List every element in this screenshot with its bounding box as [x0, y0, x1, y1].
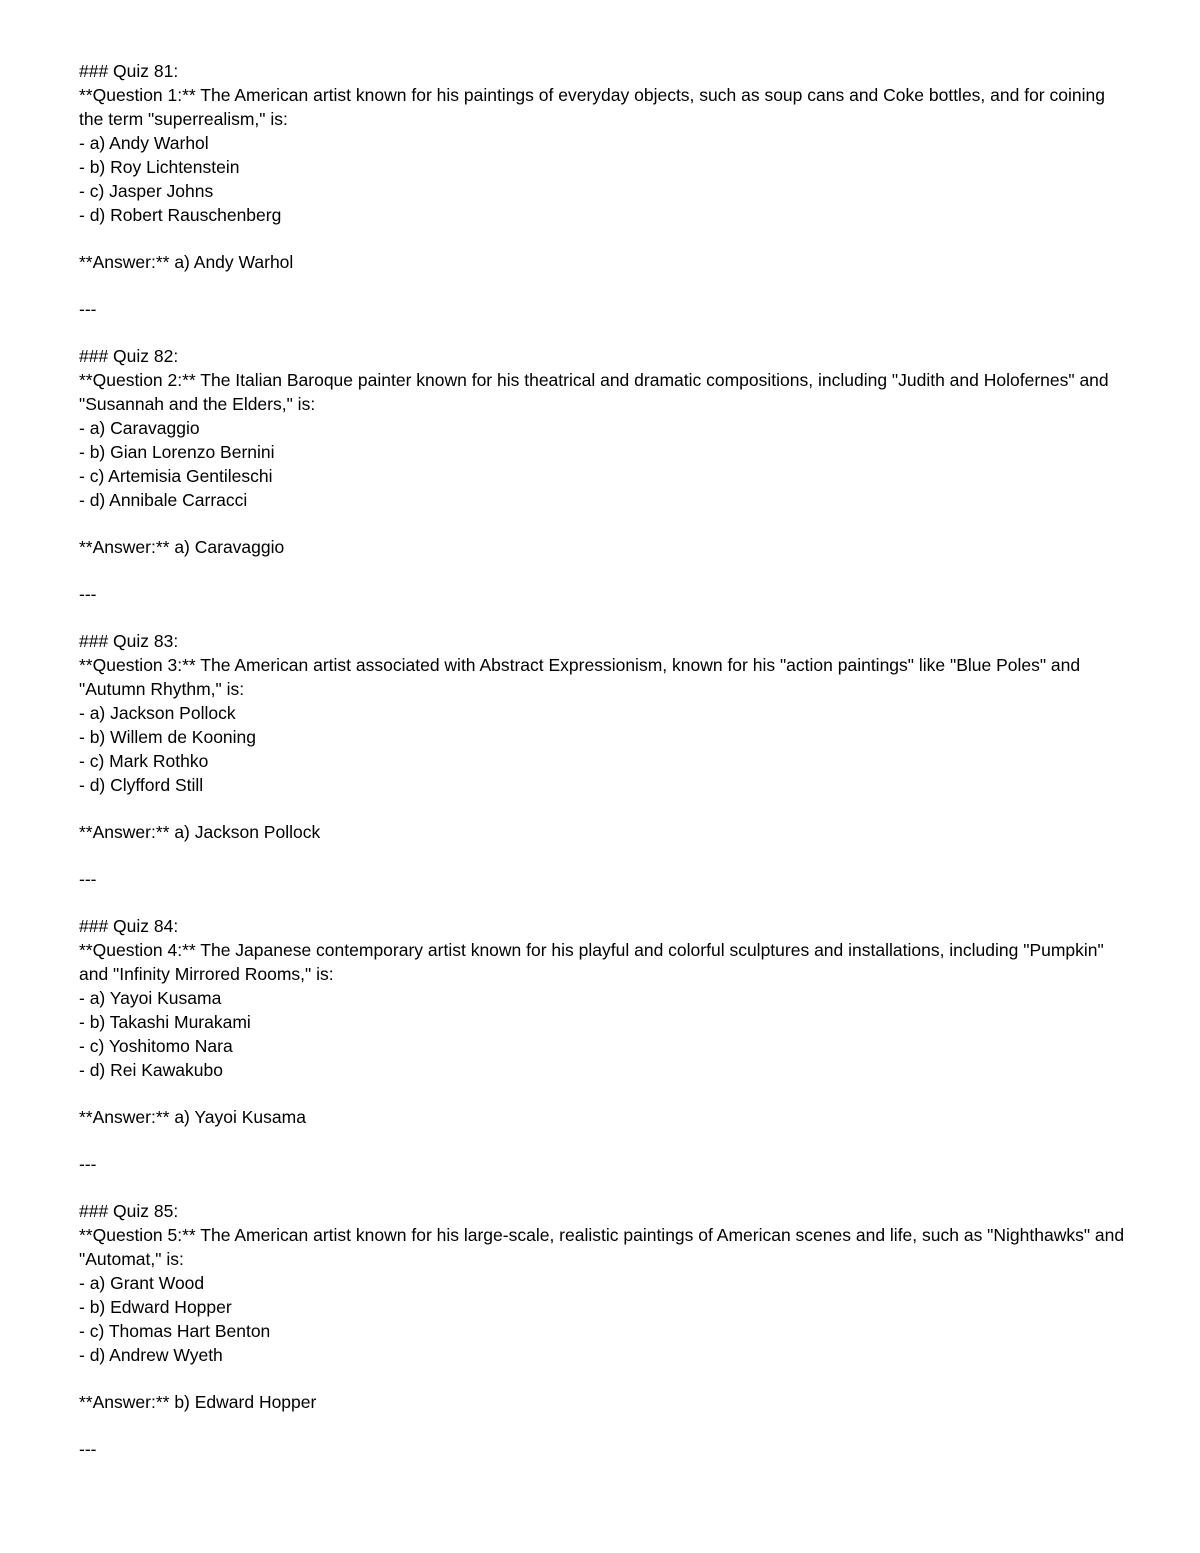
quiz-heading: ### Quiz 85: — [79, 1201, 179, 1221]
quiz-block — [79, 914, 1129, 1199]
quiz-heading: ### Quiz 83: — [79, 631, 179, 651]
option-b: - b) Roy Lichtenstein — [79, 157, 240, 177]
answer-text: **Answer:** a) Andy Warhol — [79, 252, 294, 272]
quiz-block — [79, 59, 1129, 344]
question-text: **Question 3:** The American artist associated with Abstract Expressionism, known for his "action paintings" like "Blue Poles" and "Autumn Rhythm," is: — [79, 655, 1086, 699]
answer-text: **Answer:** b) Edward Hopper — [79, 1392, 317, 1412]
option-d: - d) Robert Rauschenberg — [79, 205, 282, 225]
option-a: - a) Yayoi Kusama — [79, 988, 222, 1008]
quiz-heading: ### Quiz 81: — [79, 61, 179, 81]
answer-text: **Answer:** a) Caravaggio — [79, 537, 285, 557]
option-b: - b) Willem de Kooning — [79, 727, 257, 747]
separator: --- — [79, 299, 97, 319]
option-d: - d) Andrew Wyeth — [79, 1345, 223, 1365]
option-b: - b) Takashi Murakami — [79, 1012, 251, 1032]
quiz-heading: ### Quiz 82: — [79, 346, 179, 366]
answer-text: **Answer:** a) Jackson Pollock — [79, 822, 321, 842]
question-text: **Question 1:** The American artist known for his paintings of everyday objects, such as soup cans and Coke bottles, and for coining the term "superrealism," is: — [79, 85, 1110, 129]
answer-text: **Answer:** a) Yayoi Kusama — [79, 1107, 306, 1127]
quiz-block — [79, 344, 1129, 629]
option-b: - b) Edward Hopper — [79, 1297, 232, 1317]
question-text: **Question 2:** The Italian Baroque painter known for his theatrical and dramatic compositions, including "Judith and Holofernes" and "Susannah and the Elders," is: — [79, 370, 1114, 414]
option-d: - d) Annibale Carracci — [79, 490, 248, 510]
separator: --- — [79, 1154, 97, 1174]
question-text: **Question 4:** The Japanese contemporary artist known for his playful and colorful sculptures and installations, including "Pumpkin" and "Infinity Mirrored Rooms," is: — [79, 940, 1109, 984]
option-c: - c) Thomas Hart Benton — [79, 1321, 271, 1341]
option-d: - d) Clyfford Still — [79, 775, 204, 795]
quiz-block — [79, 1199, 1129, 1461]
option-a: - a) Caravaggio — [79, 418, 200, 438]
option-d: - d) Rei Kawakubo — [79, 1060, 223, 1080]
option-a: - a) Grant Wood — [79, 1273, 205, 1293]
option-a: - a) Jackson Pollock — [79, 703, 236, 723]
option-c: - c) Artemisia Gentileschi — [79, 466, 273, 486]
option-c: - c) Mark Rothko — [79, 751, 209, 771]
option-c: - c) Yoshitomo Nara — [79, 1036, 233, 1056]
separator: --- — [79, 1439, 97, 1459]
option-a: - a) Andy Warhol — [79, 133, 209, 153]
separator: --- — [79, 584, 97, 604]
separator: --- — [79, 869, 97, 889]
option-c: - c) Jasper Johns — [79, 181, 214, 201]
option-b: - b) Gian Lorenzo Bernini — [79, 442, 275, 462]
document-page — [79, 59, 1129, 1461]
question-text: **Question 5:** The American artist known for his large-scale, realistic paintings of American scenes and life, such as "Nighthawks" and "Automat," is: — [79, 1225, 1129, 1269]
quiz-heading: ### Quiz 84: — [79, 916, 179, 936]
quiz-block — [79, 629, 1129, 914]
